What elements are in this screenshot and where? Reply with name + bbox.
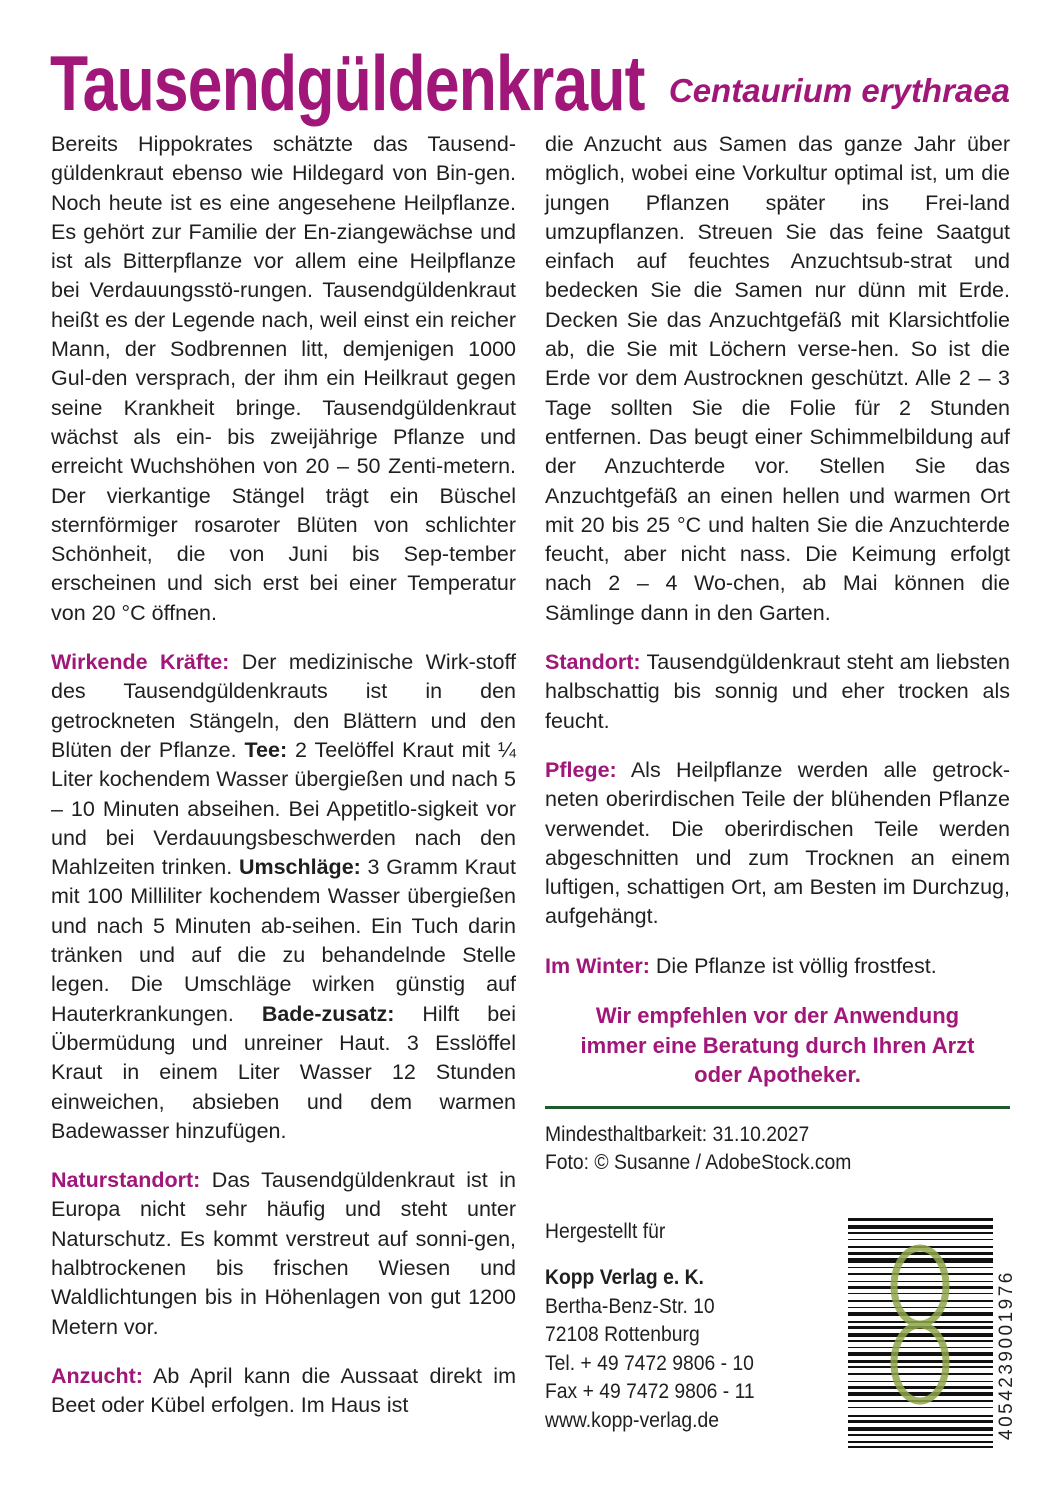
barcode-bar [848, 1281, 993, 1282]
barcode-bar [848, 1312, 993, 1316]
warning-notice: Wir empfehlen vor der Anwendung immer eine Beratung durch Ihren Arzt oder Apotheker. [580, 1003, 975, 1088]
anzucht-heading: Anzucht: [51, 1363, 143, 1388]
intro-paragraph: Bereits Hippokrates schätzte das Tausend-güldenkraut ebenso wie Hildegard von Bin-gen. Noch heute ist es eine angesehene Heilpflanze. Es gehört zur Familie der En-ziangewächse und ist als Bitterpflanze vor allem eine Heilpflanze bei Verdauungsstö-rungen. Tausendgüldenkraut heißt es der Legende nach, weil einst ein reicher Mann, der Sodbrennen litt, demjenigen 1000 Gul-den versprach, der ihm ein Heilkraut gegen seine Krankheit bringe. Tausendgüldenkraut wächst als ein- bis zweijährige Pflanze und erreicht Wuchshöhen von 20 – 50 Zenti-metern. Der vierkantige Stängel trägt ein Büschel sternförmiger rosaroter Blüten von schlichter Schönheit, die von Juni bis Sep-tember erscheinen und sich erst bei einer Temperatur von 20 °C öffnen. [51, 132, 516, 625]
barcode-bar [848, 1232, 993, 1234]
badezusatz-label: Bade-zusatz: [261, 1001, 395, 1026]
barcode-bar [848, 1352, 993, 1356]
barcode-bar [848, 1427, 993, 1431]
barcode [848, 1218, 993, 1448]
pflege-paragraph: Pflege: Als Heilpflanze werden alle getrock-neten oberirdischen Teile der blühenden Pflanze verwendet. Die oberirdischen Teile werden abgeschnitten und zum Trocknen an einem luftigen, schattigen Ort, am Besten im Durchzug, aufgehängt. [545, 757, 1010, 929]
best-before: Mindesthaltbarkeit: 31.10.2027 [545, 1122, 810, 1146]
anzucht-paragraph: Anzucht: Ab April kann die Aussaat direkt im Beet oder Kübel erfolgen. Im Haus ist [51, 1363, 516, 1418]
barcode-bar [848, 1273, 993, 1275]
winter-paragraph: Im Winter: Die Pflanze ist völlig frostfest. [545, 953, 937, 978]
standort-paragraph: Standort: Tausendgüldenkraut steht am liebsten halbschattig bis sonnig und eher trocken als feucht. [545, 650, 1010, 733]
barcode-bar [848, 1293, 993, 1294]
barcode-number: 4054239001976 [996, 1270, 1017, 1440]
barcode-bar [848, 1381, 993, 1382]
anzucht-continued: die Anzucht aus Samen das ganze Jahr über möglich, wobei eine Vorkultur optimal ist, um die jungen Pflanzen später ins Frei-land umzupflanzen. Streuen Sie das feine Saatgut einfach auf feuchtes Anzuchtsub-strat und bedecken Sie die Samen nur dünn mit Erde. Decken Sie das Anzuchtgefäß mit Klarsichtfolie ab, die Sie mit Löchern verse-hen. So ist die Erde vor dem Austrocknen geschützt. Alle 2 – 3 Tage sollten Sie die Folie für 2 Stunden entfernen. Das beugt einer Schimmelbildung auf der Anzuchterde vor. Stellen Sie das Anzuchtgefäß an einen hellen und warmen Ort mit 20 bis 25 °C und halten Sie die Anzuchterde feucht, aber nicht nass. Die Keimung erfolgt nach 2 – 4 Wo-chen, ab Mai können die Sämlinge dann in den Garten. [545, 132, 1010, 625]
barcode-bar [848, 1441, 993, 1443]
barcode-bar [848, 1434, 993, 1436]
barcode-bars [848, 1218, 993, 1448]
wirkende-paragraph: Wirkende Kräfte: Der medizinische Wirk-stoff des Tausendgüldenkrauts ist in den getrockneten Stängeln, den Blättern und den Blüten der Pflanze. Tee: 2 Teelöffel Kraut mit ¼ Liter kochendem Wasser übergießen und nach 5 – 10 Minuten abseihen. Bei Appetitlo-sigkeit vor und bei Verdauungsbeschwerden nach den Mahlzeiten trinken. Umschläge: 3 Gramm Kraut mit 100 Milliliter kochendem Wasser übergießen und nach 5 Minuten ab-seihen. Ein Tuch darin tränken und auf die zu behandelnde Stelle legen. Die Umschläge wirken günstig auf Hauterkrankungen. Bade-zusatz: Hilft bei Übermüdung und unreiner Haut. 3 Esslöffel Kraut in einem Liter Wasser 12 Stunden einweichen, absieben und dem warmen Badewasser hinzufügen. [51, 650, 517, 1143]
naturstandort-paragraph: Naturstandort: Das Tausendgüldenkraut ist in Europa nicht sehr häufig und steht unter Naturschutz. Es kommt verstreut auf sonni-gen, halbtrockenen bis frischen Wiesen und Waldlichtungen bis in Höhenlagen von gut 1200 Metern vor. [51, 1168, 516, 1339]
wirkende-heading: Wirkende Kräfte: [51, 650, 230, 675]
winter-heading: Im Winter: [545, 953, 650, 978]
umschlaege-label: Umschläge: [238, 855, 361, 880]
barcode-bar [848, 1386, 993, 1389]
infinity-logo-icon [894, 1248, 946, 1401]
standort-heading: Standort: [545, 650, 641, 675]
made-for-label: Hergestellt für [545, 1219, 666, 1243]
barcode-bar [848, 1218, 993, 1221]
barcode-bar [848, 1392, 993, 1396]
barcode-bar [848, 1373, 993, 1375]
page-title: Tausendgüldenkraut [50, 39, 645, 127]
barcode-bar [848, 1239, 993, 1240]
barcode-bar [848, 1420, 993, 1423]
barcode-bar [848, 1258, 993, 1263]
barcode-bar [848, 1446, 993, 1448]
company-tel: Tel. + 49 7472 9806 - 10 [545, 1351, 754, 1375]
barcode-bar [848, 1360, 993, 1363]
barcode-bar [848, 1300, 993, 1302]
barcode-bar [848, 1307, 993, 1308]
barcode-bar [848, 1407, 993, 1408]
tee-label: Tee: [244, 737, 288, 762]
barcode-bar [848, 1267, 993, 1268]
barcode-bar [848, 1225, 993, 1229]
divider-line [545, 1106, 1010, 1109]
barcode-bar [848, 1252, 993, 1255]
barcode-bar [848, 1415, 993, 1417]
latin-name: Centaurium erythraea [668, 72, 1010, 109]
barcode-bar [848, 1340, 993, 1342]
pflege-heading: Pflege: [545, 757, 617, 782]
barcode-bar [848, 1286, 993, 1289]
barcode-bar [848, 1347, 993, 1348]
company-name: Kopp Verlag e. K. [545, 1266, 704, 1290]
company-city: 72108 Rottenburg [545, 1323, 700, 1347]
company-street: Bertha-Benz-Str. 10 [545, 1294, 715, 1318]
photo-credit: Foto: © Susanne / AdobeStock.com [545, 1151, 852, 1175]
company-website[interactable]: www.kopp-verlag.de [545, 1408, 719, 1432]
barcode-bar [848, 1333, 993, 1337]
left-column [51, 130, 516, 1440]
barcode-bar [848, 1366, 993, 1368]
naturstandort-heading: Naturstandort: [51, 1168, 201, 1193]
company-fax: Fax + 49 7472 9806 - 11 [545, 1380, 755, 1404]
